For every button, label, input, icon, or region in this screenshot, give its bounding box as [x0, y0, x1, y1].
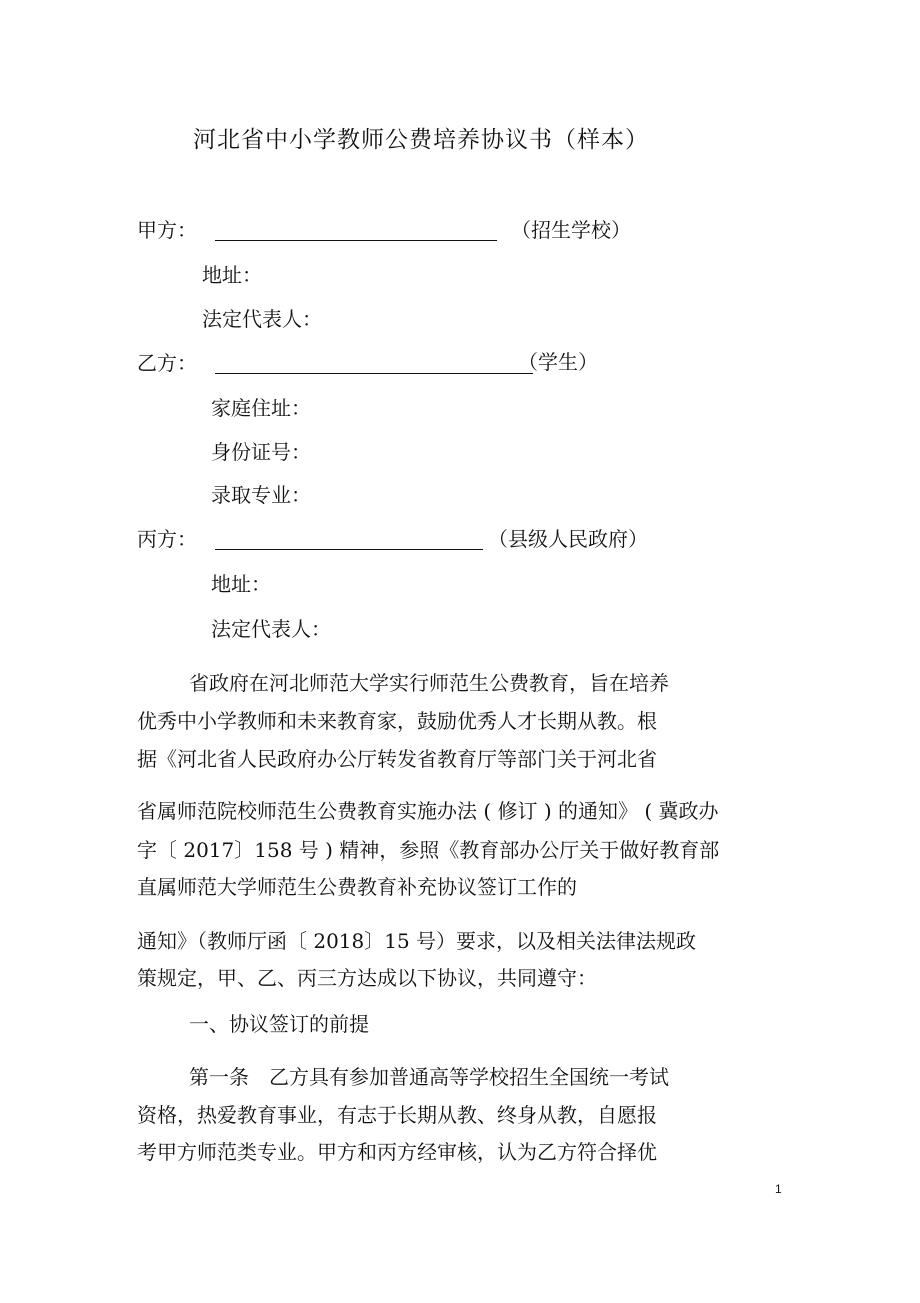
preamble-line: 省属师范院校师范生公费教育实施办法 ( 修订 ) 的通知》 ( 冀政办: [137, 799, 719, 823]
party-b-role: （学生）: [518, 350, 598, 374]
party-c-rep-label: 法定代表人：: [211, 617, 331, 641]
party-a-rep-label: 法定代表人：: [202, 307, 322, 331]
preamble-line: 据《河北省人民政府办公厅转发省教育厅等部门关于河北省: [137, 747, 657, 771]
preamble-line: 省政府在河北师范大学实行师范生公费教育，旨在培养: [189, 671, 669, 695]
preamble-line: 优秀中小学教师和未来教育家，鼓励优秀人才长期从教。根: [137, 709, 657, 733]
preamble-line: 通知》（教师厅函〔 2018〕15 号）要求，以及相关法律法规政: [137, 929, 697, 953]
party-a-role: （招生学校）: [511, 218, 631, 242]
party-b-label: 乙方：: [137, 351, 197, 375]
party-b-id-label: 身份证号：: [211, 440, 311, 464]
party-a-address-label: 地址：: [202, 263, 262, 287]
party-c-blank-line: [215, 549, 483, 550]
document-title: 河北省中小学教师公费培养协议书（样本）: [193, 127, 649, 153]
article-line: 考甲方师范类专业。甲方和丙方经审核，认为乙方符合择优: [137, 1140, 657, 1164]
party-c-role: （县级人民政府）: [488, 527, 648, 551]
party-c-address-label: 地址：: [211, 572, 271, 596]
party-c-label: 丙方：: [137, 527, 197, 551]
party-b-blank-line: [215, 373, 533, 374]
preamble-line: 字〔 2017〕158 号 ) 精神，参照《教育部办公厅关于做好教育部: [137, 838, 720, 862]
page-number: 1: [775, 1182, 782, 1196]
party-a-label: 甲方：: [137, 218, 197, 242]
party-b-home-label: 家庭住址：: [211, 396, 311, 420]
preamble-line: 策规定，甲、乙、丙三方达成以下协议，共同遵守：: [137, 966, 597, 990]
party-b-major-label: 录取专业：: [211, 483, 311, 507]
article-line: 资格，热爱教育事业，有志于长期从教、终身从教，自愿报: [137, 1103, 657, 1127]
article-line: 第一条 乙方具有参加普通高等学校招生全国统一考试: [189, 1065, 669, 1089]
section-heading: 一、协议签订的前提: [189, 1012, 369, 1036]
party-a-blank-line: [215, 240, 497, 241]
preamble-line: 直属师范大学师范生公费教育补充协议签订工作的: [137, 875, 577, 899]
